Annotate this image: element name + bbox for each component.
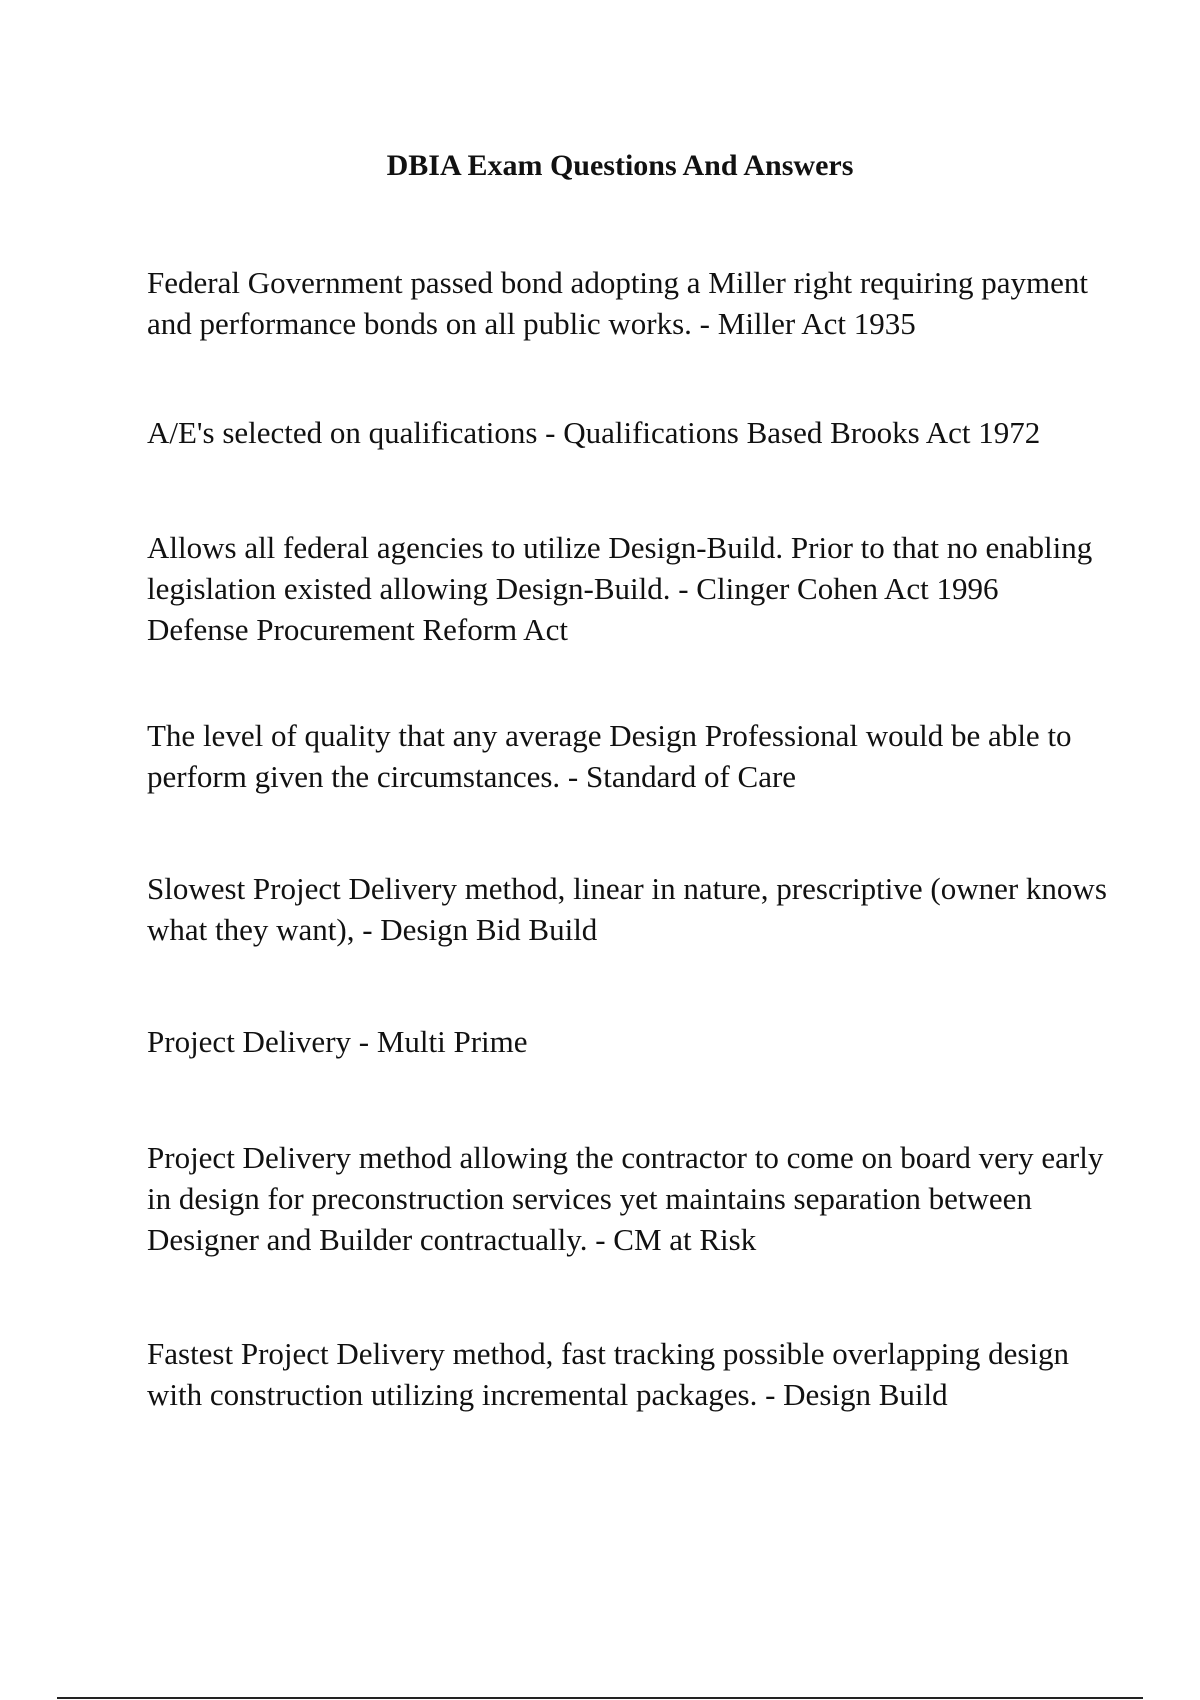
qa-item-design-build: Fastest Project Delivery method, fast tracking possible overlapping design with construction utilizing incremental packages. - Design Build (147, 1336, 1070, 1412)
qa-item-clinger-cohen-act: Allows all federal agencies to utilize Design-Build. Prior to that no enabling legislation existed allowing Design-Build. - Clinger Cohen Act 1996 Defense Procurement Reform Act (147, 530, 1093, 647)
qa-item-design-bid-build: Slowest Project Delivery method, linear in nature, prescriptive (owner knows what they want), - Design Bid Build (147, 871, 1107, 947)
qa-item-miller-act: Federal Government passed bond adopting a Miller right requiring payment and performance bonds on all public works. - Miller Act 1935 (147, 265, 1088, 341)
document-title: DBIA Exam Questions And Answers (386, 149, 854, 182)
qa-item-brooks-act: A/E's selected on qualifications - Qualifications Based Brooks Act 1972 (147, 415, 1041, 450)
qa-item-standard-of-care: The level of quality that any average Design Professional would be able to perform given the circumstances. - Standard of Care (147, 718, 1072, 794)
qa-item-cm-at-risk: Project Delivery method allowing the contractor to come on board very early in design for preconstruction services yet maintains separation between Designer and Builder contractually. - CM at Risk (147, 1140, 1104, 1257)
qa-item-multi-prime: Project Delivery - Multi Prime (147, 1024, 528, 1059)
footer-divider (57, 1697, 1143, 1699)
